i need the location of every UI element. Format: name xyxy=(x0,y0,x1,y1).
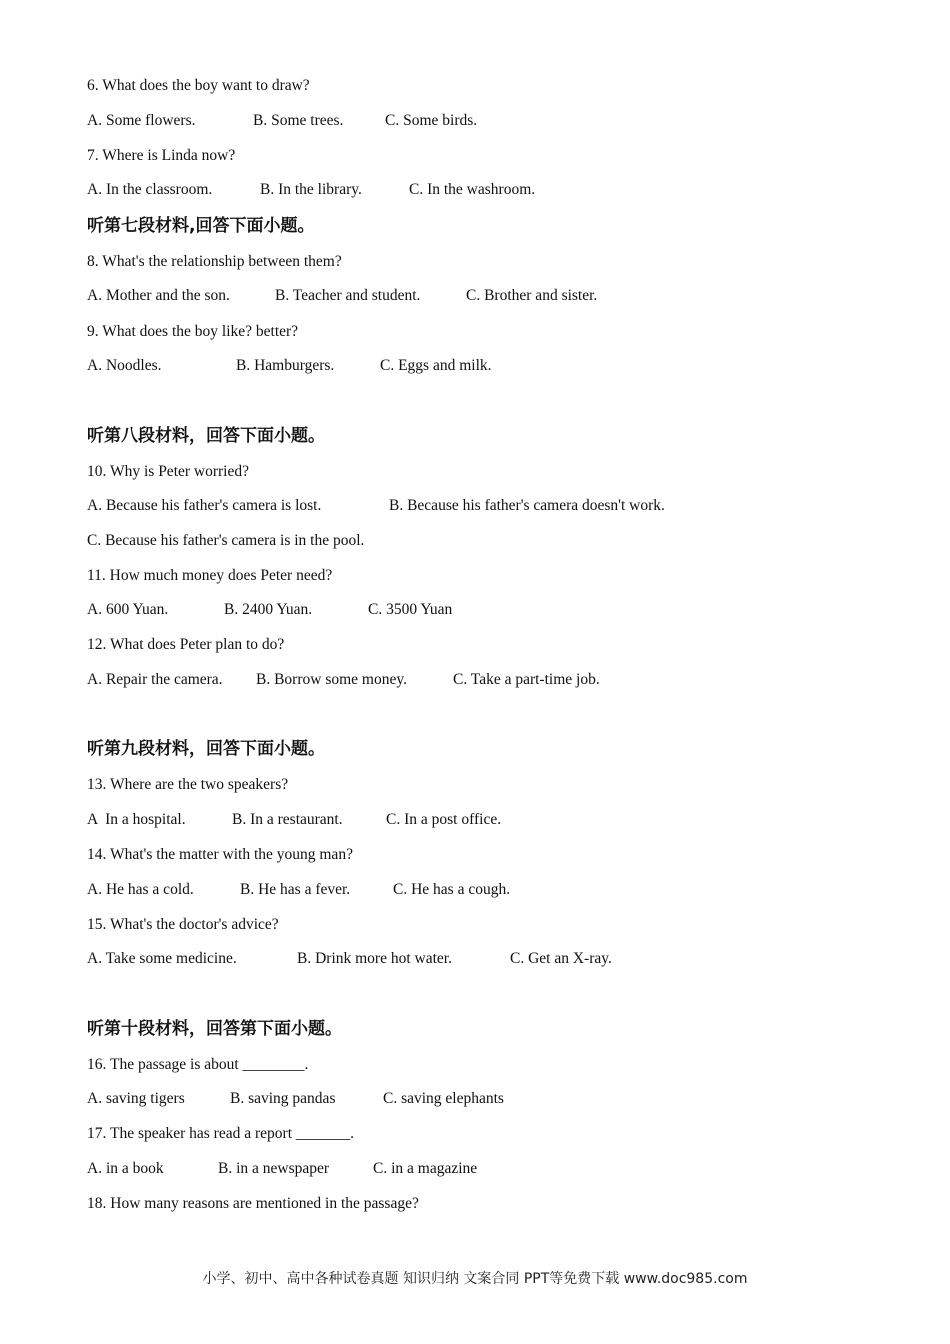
options-10 xyxy=(87,495,910,517)
page-footer: 小学、初中、高中各种试卷真题 知识归纳 文案合同 PPT等免费下载 www.doc985.com xyxy=(202,1271,748,1287)
option-b: B. He has a fever. xyxy=(240,881,351,898)
option-c: C. Some birds. xyxy=(385,112,478,129)
option-c: C. In the washroom. xyxy=(409,181,536,198)
options-13 xyxy=(87,809,910,831)
option-c: C. Brother and sister. xyxy=(466,287,598,304)
question-12: 12. What does Peter plan to do? xyxy=(87,636,285,653)
question-8: 8. What's the relationship between them? xyxy=(87,253,342,270)
option-c: C. In a post office. xyxy=(386,811,502,828)
options-11 xyxy=(87,599,910,621)
question-15: 15. What's the doctor's advice? xyxy=(87,916,279,933)
option-b: B. Drink more hot water. xyxy=(297,950,452,967)
option-b: B. Teacher and student. xyxy=(275,287,421,304)
question-18: 18. How many reasons are mentioned in the passage? xyxy=(87,1195,419,1212)
section-heading-10: 听第十段材料，回答第下面小题。 xyxy=(87,1019,342,1039)
option-b: B. In the library. xyxy=(260,181,362,198)
option-c: C. Eggs and milk. xyxy=(380,357,492,374)
options-12 xyxy=(87,669,910,691)
question-10: 10. Why is Peter worried? xyxy=(87,463,249,480)
option-a: A. saving tigers xyxy=(87,1090,185,1107)
option-a: A. Repair the camera. xyxy=(87,671,223,688)
option-b: B. Because his father's camera doesn't work. xyxy=(389,497,665,514)
option-b: B. Some trees. xyxy=(253,112,344,129)
option-a: A In a hospital. xyxy=(87,811,186,828)
option-a: A. Take some medicine. xyxy=(87,950,237,967)
option-a: A. Because his father's camera is lost. xyxy=(87,497,322,514)
option-b: B. Borrow some money. xyxy=(256,671,407,688)
question-17: 17. The speaker has read a report _______. xyxy=(87,1125,354,1142)
option-c: C. Take a part-time job. xyxy=(453,671,600,688)
option-a: A. Some flowers. xyxy=(87,112,196,129)
question-7: 7. Where is Linda now? xyxy=(87,147,236,164)
option-c: C. 3500 Yuan xyxy=(368,601,453,618)
question-16: 16. The passage is about ________. xyxy=(87,1056,309,1073)
option-b: B. Hamburgers. xyxy=(236,357,335,374)
option-c: C. He has a cough. xyxy=(393,881,511,898)
option-a: A. Noodles. xyxy=(87,357,162,374)
question-11: 11. How much money does Peter need? xyxy=(87,567,333,584)
question-14: 14. What's the matter with the young man? xyxy=(87,846,353,863)
section-heading-8: 听第八段材料，回答下面小题。 xyxy=(87,426,325,446)
question-13: 13. Where are the two speakers? xyxy=(87,776,289,793)
option-b: B. In a restaurant. xyxy=(232,811,343,828)
section-heading-7: 听第七段材料,回答下面小题。 xyxy=(87,216,315,236)
option-b: B. 2400 Yuan. xyxy=(224,601,313,618)
option-a: A. In the classroom. xyxy=(87,181,213,198)
options-9 xyxy=(87,355,910,377)
question-9: 9. What does the boy like? better? xyxy=(87,323,299,340)
options-8 xyxy=(87,285,910,307)
option-10-c: C. Because his father's camera is in the pool. xyxy=(87,532,365,549)
option-c: C. saving elephants xyxy=(383,1090,504,1107)
options-16 xyxy=(87,1088,910,1110)
options-17 xyxy=(87,1158,910,1180)
options-7 xyxy=(87,179,910,201)
option-c: C. in a magazine xyxy=(373,1160,478,1177)
options-6 xyxy=(87,110,910,132)
option-a: A. Mother and the son. xyxy=(87,287,230,304)
option-a: A. in a book xyxy=(87,1160,164,1177)
question-6: 6. What does the boy want to draw? xyxy=(87,77,310,94)
section-heading-9: 听第九段材料，回答下面小题。 xyxy=(87,739,325,759)
option-b: B. saving pandas xyxy=(230,1090,336,1107)
options-14 xyxy=(87,879,910,901)
option-b: B. in a newspaper xyxy=(218,1160,330,1177)
option-a: A. He has a cold. xyxy=(87,881,194,898)
option-a: A. 600 Yuan. xyxy=(87,601,169,618)
options-15 xyxy=(87,948,910,970)
option-c: C. Get an X-ray. xyxy=(510,950,612,967)
